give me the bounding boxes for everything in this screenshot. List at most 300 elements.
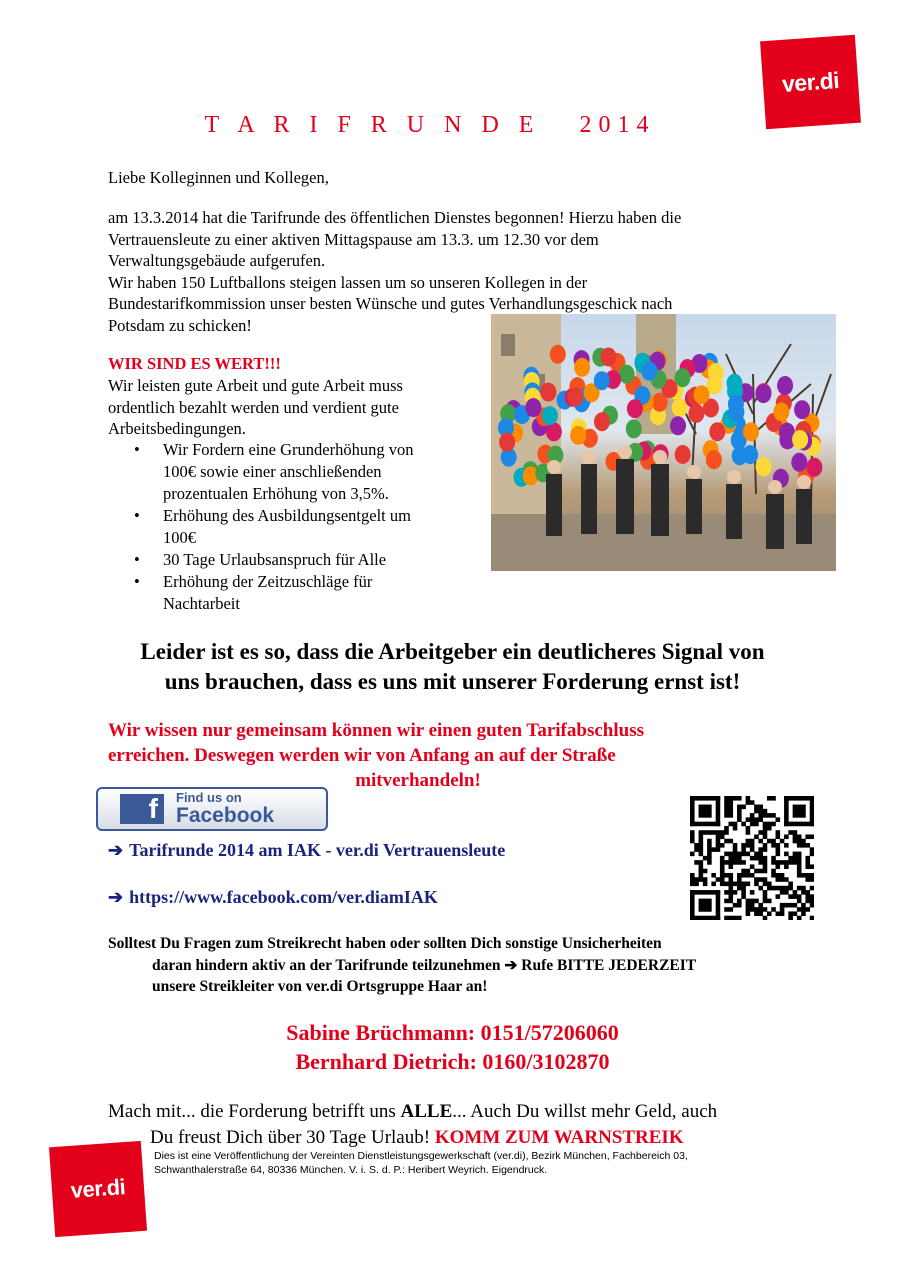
qr-module (733, 826, 738, 831)
balloon (542, 406, 558, 425)
qr-module (750, 864, 755, 869)
balloon (728, 403, 744, 422)
closing-text: Du freust Dich über 30 Tage Urlaub! (150, 1127, 435, 1148)
qr-module (746, 899, 751, 904)
qr-module (720, 869, 725, 874)
qr-module (750, 856, 755, 861)
qr-module (750, 843, 755, 848)
qr-module (716, 834, 721, 839)
demand-line: • Erhöhung der Zeitzuschläge für (163, 572, 373, 591)
qr-module (797, 894, 802, 899)
qr-module (728, 899, 733, 904)
qr-module (754, 907, 759, 912)
qr-module (763, 822, 768, 827)
facebook-find-us: Find us on (176, 790, 242, 805)
facebook-badge[interactable] (96, 787, 328, 831)
qr-module (737, 877, 742, 882)
qr-module (750, 907, 755, 912)
qr-module (728, 894, 733, 899)
qr-module (784, 877, 789, 882)
qr-module (758, 869, 763, 874)
qr-module (737, 809, 742, 814)
qr-module (724, 916, 729, 920)
qr-module (758, 877, 763, 882)
qr-module (699, 805, 712, 818)
qr-module (737, 817, 742, 822)
qr-module (716, 839, 721, 844)
qr-module (690, 890, 695, 920)
qr-module (771, 907, 776, 912)
qr-module (797, 886, 802, 891)
arrow-right-icon: ➔ (108, 887, 124, 907)
qr-module (758, 809, 763, 814)
qr-module (724, 830, 729, 835)
qr-module (728, 864, 733, 869)
qr-module (750, 899, 755, 904)
closing-line (108, 1099, 828, 1125)
qr-module (750, 800, 755, 805)
qr-module (750, 817, 755, 822)
qr-module (699, 860, 704, 865)
qr-module (776, 847, 781, 852)
qr-module (784, 834, 789, 839)
balloon (675, 368, 691, 387)
qr-module (767, 886, 772, 891)
qr-module (780, 839, 785, 844)
qr-module (767, 813, 772, 818)
qr-module (801, 903, 806, 908)
qr-module (776, 843, 781, 848)
qr-module (810, 834, 814, 839)
qr-module (724, 809, 729, 814)
intro-line: Potsdam zu schicken! (108, 315, 252, 335)
qr-module (758, 830, 763, 835)
qr-module (746, 903, 751, 908)
qr-module (801, 839, 806, 844)
qr-module (711, 830, 716, 835)
qr-module (776, 830, 781, 835)
qr-module (690, 882, 695, 887)
qr-module (733, 847, 738, 852)
qr-module (737, 813, 742, 818)
qr-module (741, 886, 746, 891)
qr-module (733, 890, 738, 895)
qr-module (707, 852, 712, 857)
qr-module (784, 860, 789, 865)
qr-module (707, 830, 712, 835)
qr-module (805, 864, 810, 869)
qr-module (758, 817, 763, 822)
qr-module (771, 796, 776, 801)
qr-module (707, 856, 712, 861)
qr-module (805, 856, 810, 861)
qr-module (716, 843, 721, 848)
qr-module (788, 860, 793, 865)
qr-module (750, 847, 755, 852)
headline-line: Leider ist es so, dass die Arbeitgeber ein deutlicheres Signal von (140, 639, 765, 664)
qr-module (741, 882, 746, 887)
fragen-text: Rufe BITTE JEDERZEIT (521, 956, 697, 974)
qr-module (763, 894, 768, 899)
qr-module (750, 890, 755, 895)
qr-module (690, 839, 695, 844)
balloon (792, 430, 808, 449)
balloon (777, 376, 793, 395)
fragen-paragraph (108, 933, 828, 998)
qr-module (720, 864, 725, 869)
gemeinsam-line: mitverhandeln! (355, 770, 481, 791)
intro-line: Wir haben 150 Luftballons steigen lassen um so unseren Kollegen in der (108, 272, 588, 292)
qr-code-drawing (690, 796, 814, 920)
qr-module (724, 805, 729, 810)
qr-module (784, 843, 789, 848)
facebook-badge-text (176, 791, 274, 827)
qr-module (728, 813, 733, 818)
headline-line: uns brauchen, dass es uns mit unserer Forderung ernst ist! (164, 669, 741, 694)
qr-module (758, 847, 763, 852)
balloon (641, 362, 657, 381)
qr-module (720, 834, 725, 839)
intro-line: Vertrauensleute zu einer aktiven Mittagspause am 13.3. um 12.30 vor dem (108, 229, 599, 249)
qr-module (720, 882, 725, 887)
qr-module (746, 911, 751, 916)
qr-module (771, 839, 776, 844)
qr-module (754, 809, 759, 814)
qr-module (797, 899, 802, 904)
qr-module (788, 830, 793, 835)
qr-module (788, 911, 793, 916)
balloon (670, 416, 686, 435)
qr-module (763, 869, 768, 874)
demand-line: prozentualen Erhöhung von 3,5%. (163, 484, 389, 503)
qr-module (784, 852, 789, 857)
demand-line: • Erhöhung des Ausbildungsentgelt um (163, 506, 411, 525)
qr-module (810, 894, 814, 899)
list-item (108, 439, 488, 505)
qr-module (733, 916, 738, 920)
qr-module (805, 877, 810, 882)
balloon (694, 385, 710, 404)
qr-module (728, 882, 733, 887)
qr-module (750, 903, 755, 908)
qr-module (763, 860, 768, 865)
qr-module (797, 907, 802, 912)
qr-module (767, 822, 772, 827)
qr-module (728, 796, 733, 801)
qr-module (793, 903, 798, 908)
qr-module (763, 877, 768, 882)
page-title: T A R I F R U N D E 2014 (204, 112, 656, 138)
qr-module (793, 834, 798, 839)
qr-module (737, 903, 742, 908)
qr-module (699, 873, 704, 878)
qr-module (707, 843, 712, 848)
qr-module (784, 864, 789, 869)
qr-module (703, 877, 708, 882)
qr-module (690, 830, 695, 835)
qr-module (690, 852, 695, 857)
qr-module (780, 877, 785, 882)
qr-module (793, 852, 798, 857)
qr-module (746, 882, 751, 887)
greeting: Liebe Kolleginnen und Kollegen, (108, 168, 329, 187)
qr-module (788, 894, 793, 899)
qr-module (741, 805, 746, 810)
qr-module (720, 860, 725, 865)
qr-module (801, 907, 806, 912)
qr-module (741, 873, 746, 878)
qr-module (737, 873, 742, 878)
qr-module (776, 860, 781, 865)
qr-module (716, 830, 721, 835)
qr-module (801, 843, 806, 848)
arbeit-paragraph (108, 375, 468, 440)
demand-line: 100€ sowie einer anschließenden (163, 462, 382, 481)
arrow-right-icon: ➔ (504, 956, 518, 974)
balloon (626, 419, 642, 438)
qr-module (741, 822, 746, 827)
qr-module (724, 860, 729, 865)
headline (100, 637, 805, 697)
qr-module (763, 864, 768, 869)
qr-module (699, 839, 704, 844)
qr-module (797, 856, 802, 861)
qr-module (767, 839, 772, 844)
qr-module (690, 877, 695, 882)
demands-list (108, 439, 488, 615)
arrow-right-icon: ➔ (108, 840, 124, 860)
qr-module (746, 852, 751, 857)
balloon (550, 345, 566, 364)
qr-module (690, 796, 695, 826)
list-item (108, 549, 488, 571)
qr-module (699, 847, 704, 852)
qr-module (754, 822, 759, 827)
qr-module (728, 890, 733, 895)
qr-module (780, 890, 785, 895)
qr-module (780, 903, 785, 908)
qr-module (728, 860, 733, 865)
qr-module (793, 911, 798, 916)
qr-module (741, 890, 746, 895)
qr-module (728, 886, 733, 891)
qr-module (801, 890, 806, 895)
qr-module (810, 873, 814, 878)
facebook-page-link[interactable] (108, 838, 505, 862)
balloon (755, 384, 771, 403)
qr-module (750, 839, 755, 844)
balloon (601, 348, 617, 367)
qr-module (728, 907, 733, 912)
qr-module (771, 813, 776, 818)
qr-module (793, 894, 798, 899)
balloon (732, 446, 748, 465)
qr-module (758, 860, 763, 865)
qr-module (746, 796, 751, 801)
qr-module (780, 886, 785, 891)
qr-module (763, 834, 768, 839)
qr-module (699, 864, 704, 869)
qr-module (784, 796, 789, 826)
qr-module (724, 813, 729, 818)
closing-emphasis: ALLE (400, 1101, 453, 1122)
qr-module (758, 911, 763, 916)
qr-module (776, 834, 781, 839)
qr-module (724, 800, 729, 805)
qr-module (699, 852, 704, 857)
qr-module (728, 873, 733, 878)
qr-module (754, 805, 759, 810)
qr-module (707, 839, 712, 844)
qr-module (711, 847, 716, 852)
qr-module (694, 860, 699, 865)
qr-module (763, 813, 768, 818)
qr-module (737, 860, 742, 865)
qr-module (776, 894, 781, 899)
qr-module (746, 907, 751, 912)
fragen-line (108, 955, 828, 977)
qr-module (754, 911, 759, 916)
qr-module (737, 916, 742, 920)
qr-module (780, 860, 785, 865)
qr-module (703, 882, 708, 887)
qr-module (767, 911, 772, 916)
balloon-photo (491, 314, 836, 571)
imprint-line: Dies ist eine Veröffentlichung der Vereinten Dienstleistungsgewerkschaft (ver.di), Bezirk München, Fachbereich 03, (154, 1150, 688, 1162)
qr-module (733, 843, 738, 848)
qr-module (724, 826, 729, 831)
qr-module (776, 886, 781, 891)
qr-module (788, 903, 793, 908)
balloon (708, 363, 724, 382)
qr-module (728, 877, 733, 882)
qr-module (797, 839, 802, 844)
qr-module (767, 826, 772, 831)
qr-module (728, 822, 733, 827)
facebook-url-link[interactable] (108, 885, 438, 909)
qr-module (758, 839, 763, 844)
qr-module (763, 890, 768, 895)
closing-paragraph (108, 1099, 828, 1151)
qr-module (763, 899, 768, 904)
fragen-line: Solltest Du Fragen zum Streikrecht haben oder sollten Dich sonstige Unsicherheiten (108, 935, 662, 952)
qr-module (741, 860, 746, 865)
qr-module (724, 852, 729, 857)
qr-module (741, 869, 746, 874)
qr-module (707, 860, 712, 865)
qr-module (767, 899, 772, 904)
demand-line: • 30 Tage Urlaubsanspruch für Alle (163, 550, 387, 569)
arbeit-line: Wir leisten gute Arbeit und gute Arbeit muss (108, 376, 403, 395)
qr-module (699, 877, 704, 882)
balloon (525, 398, 541, 417)
qr-module (746, 869, 751, 874)
qr-module (754, 882, 759, 887)
qr-module (716, 877, 721, 882)
balloon (499, 433, 515, 452)
qr-module (733, 882, 738, 887)
qr-module (699, 869, 704, 874)
balloon (594, 412, 610, 431)
qr-module (750, 873, 755, 878)
qr-module (733, 852, 738, 857)
balloon (627, 399, 643, 418)
qr-module (776, 877, 781, 882)
qr-module (780, 911, 785, 916)
qr-module (724, 839, 729, 844)
gemeinsam-line: Wir wissen nur gemeinsam können wir einen guten Tarifabschluss (108, 720, 644, 741)
balloon (594, 371, 610, 390)
qr-module (767, 882, 772, 887)
facebook-word: Facebook (176, 804, 275, 827)
qr-module (788, 916, 793, 920)
qr-module (750, 813, 755, 818)
qr-module (788, 886, 793, 891)
qr-module (728, 852, 733, 857)
intro-line: Verwaltungsgebäude aufgerufen. (108, 251, 326, 270)
qr-module (746, 843, 751, 848)
qr-module (716, 890, 721, 920)
qr-module (758, 805, 763, 810)
qr-module (793, 856, 798, 861)
qr-module (720, 830, 725, 835)
qr-module (788, 882, 793, 887)
qr-module (797, 873, 802, 878)
qr-module (733, 856, 738, 861)
qr-module (758, 907, 763, 912)
demand-line: Nachtarbeit (163, 594, 240, 613)
qr-module (805, 834, 810, 839)
qr-module (741, 843, 746, 848)
balloon (675, 445, 691, 464)
facebook-icon: f (120, 794, 164, 824)
balloon (567, 387, 583, 406)
qr-module (758, 852, 763, 857)
balloon (706, 450, 722, 469)
qr-module (746, 817, 751, 822)
qr-module (754, 856, 759, 861)
qr-module (720, 873, 725, 878)
qr-module (805, 899, 810, 904)
qr-module (805, 843, 810, 848)
qr-module (737, 805, 742, 810)
qr-module (763, 916, 768, 920)
qr-module (720, 877, 725, 882)
balloon (574, 358, 590, 377)
balloon (806, 458, 822, 477)
qr-module (737, 886, 742, 891)
qr-module (793, 860, 798, 865)
qr-module (805, 873, 810, 878)
qr-module (776, 864, 781, 869)
balloon (743, 422, 759, 441)
qr-module (728, 839, 733, 844)
qr-module (728, 916, 733, 920)
qr-module (711, 882, 716, 887)
qr-module (763, 907, 768, 912)
qr-module (776, 817, 781, 822)
qr-module (771, 822, 776, 827)
qr-module (780, 907, 785, 912)
link-text: https://www.facebook.com/ver.diamIAK (129, 887, 438, 907)
qr-module (810, 877, 814, 882)
qr-module (784, 903, 789, 908)
gemeinsam-line: erreichen. Deswegen werden wir von Anfang an auf der Straße (108, 745, 616, 766)
qr-module (771, 873, 776, 878)
qr-module (754, 899, 759, 904)
qr-module (810, 864, 814, 869)
closing-text: ... Auch Du willst mehr Geld, auch (452, 1101, 718, 1122)
